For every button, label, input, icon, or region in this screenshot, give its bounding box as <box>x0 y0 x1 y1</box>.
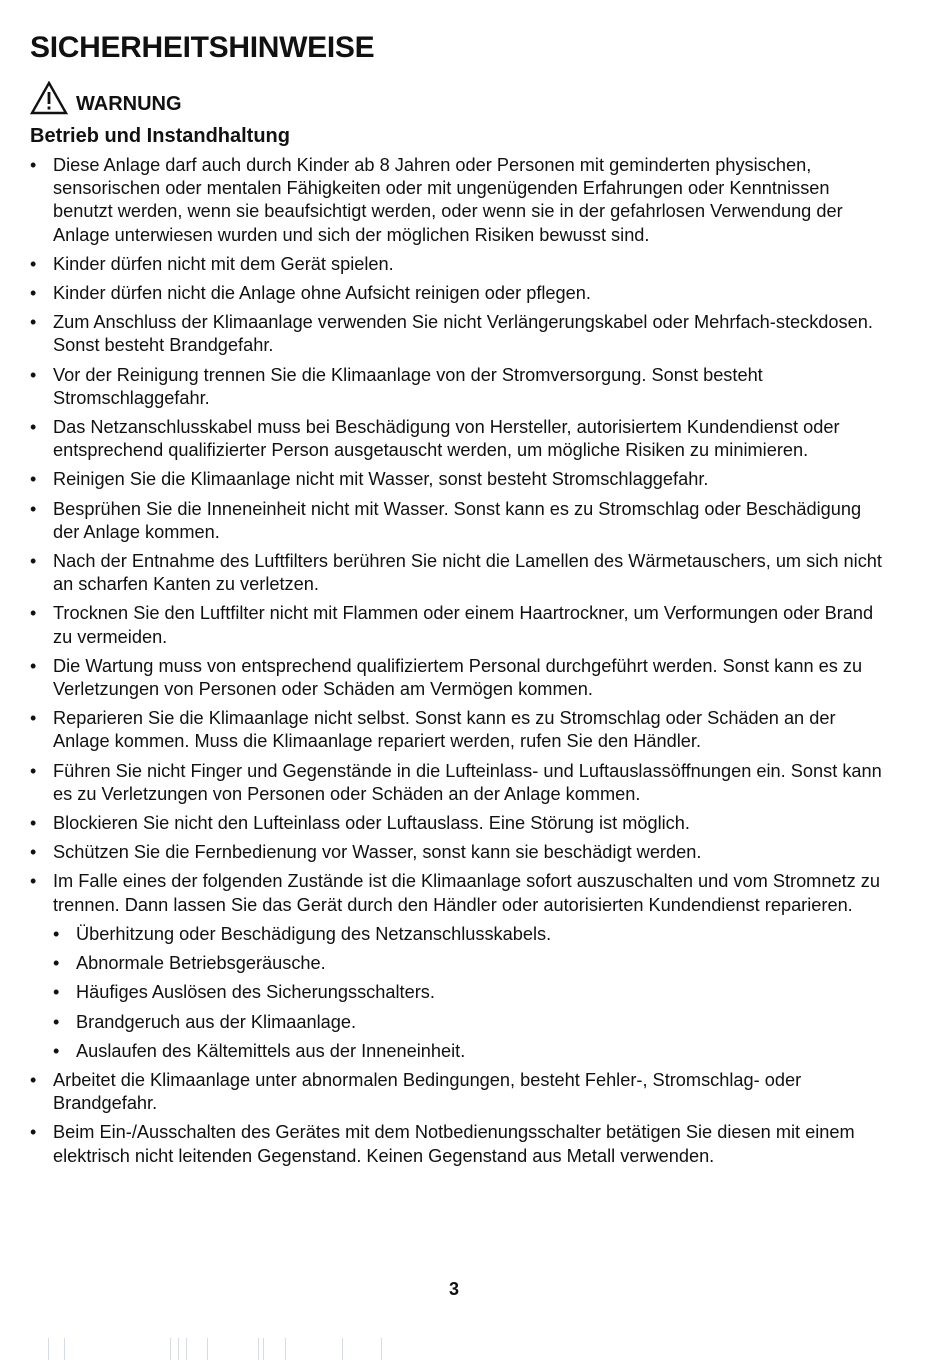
list-item: • Nach der Entnahme des Luftfilters berühren Sie nicht die Lamellen des Wärmetauschers, um sich nicht an scharfen Kanten zu verletzen. <box>30 550 890 596</box>
list-item: • Die Wartung muss von entsprechend qualifiziertem Personal durchgeführt werden. Sonst kann es zu Verletzungen von Personen oder Schäden am Vermögen kommen. <box>30 655 890 701</box>
warning-header <box>30 78 890 118</box>
warning-triangle-icon <box>30 81 68 115</box>
list-item: • Kinder dürfen nicht mit dem Gerät spielen. <box>30 253 890 276</box>
list-item: • Besprühen Sie die Inneneinheit nicht mit Wasser. Sonst kann es zu Stromschlag oder Beschädigung der Anlage kommen. <box>30 498 890 544</box>
list-item: • Zum Anschluss der Klimaanlage verwenden Sie nicht Verlängerungskabel oder Mehrfach-steckdosen. Sonst besteht Brandgefahr. <box>30 311 890 357</box>
sub-list-item: • Brandgeruch aus der Klimaanlage. <box>53 1011 890 1034</box>
list-item: • Reparieren Sie die Klimaanlage nicht selbst. Sonst kann es zu Stromschlag oder Schäden an der Anlage kommen. Muss die Klimaanlage repariert werden, rufen Sie den Händler. <box>30 707 890 753</box>
list-item: • Schützen Sie die Fernbedienung vor Wasser, sonst kann sie beschädigt werden. <box>30 841 890 864</box>
list-item: • Das Netzanschlusskabel muss bei Beschädigung von Hersteller, autorisiertem Kundendienst oder entsprechend qualifizierter Person ausgetauscht werden, um mögliche Risiken zu minimieren. <box>30 416 890 462</box>
scan-artifact-marks <box>0 1338 950 1363</box>
section-heading: Betrieb und Instandhaltung <box>30 125 290 147</box>
list-item-with-sublist <box>30 870 890 1062</box>
condition-sublist <box>53 923 890 1063</box>
list-item: • Führen Sie nicht Finger und Gegenstände in die Lufteinlass- und Luftauslassöffnungen ein. Sonst kann es zu Verletzungen von Personen oder Schäden an der Anlage kommen. <box>30 760 890 806</box>
list-item-text: Im Falle eines der folgenden Zustände ist die Klimaanlage sofort auszuschalten und vom Stromnetz zu trennen. Dann lassen Sie das Gerät durch den Händler oder autorisierten Kundendienst reparieren. <box>53 871 880 915</box>
list-item: • Diese Anlage darf auch durch Kinder ab 8 Jahren oder Personen mit geminderten physischen, sensorischen oder mentalen Fähigkeiten oder mit ungenügenden Erfahrungen oder Kenntnissen benutzt werden, wenn sie beaufsichtigt werden, oder wenn sie in der gefahrlosen Verwendung der Anlage unterwiesen wurden und sich der möglichen Risiken bewusst sind. <box>30 154 890 247</box>
document-page <box>30 28 890 1174</box>
list-item: • Arbeitet die Klimaanlage unter abnormalen Bedingungen, besteht Fehler-, Stromschlag- oder Brandgefahr. <box>30 1069 890 1115</box>
list-item: • Reinigen Sie die Klimaanlage nicht mit Wasser, sonst besteht Stromschlaggefahr. <box>30 468 890 491</box>
list-item: • Blockieren Sie nicht den Lufteinlass oder Luftauslass. Eine Störung ist möglich. <box>30 812 890 835</box>
page-title: SICHERHEITSHINWEISE <box>30 31 375 64</box>
page-number: 3 <box>448 1279 459 1299</box>
list-item: • Vor der Reinigung trennen Sie die Klimaanlage von der Stromversorgung. Sonst besteht Stromschlaggefahr. <box>30 364 890 410</box>
list-item: • Beim Ein-/Ausschalten des Gerätes mit dem Notbedienungsschalter betätigen Sie diesen mit einem elektrisch nicht leitenden Gegenstand. Keinen Gegenstand aus Metall verwenden. <box>30 1121 890 1167</box>
safety-list <box>30 154 890 1168</box>
sub-list-item: • Überhitzung oder Beschädigung des Netzanschlusskabels. <box>53 923 890 946</box>
sub-list-item: • Abnormale Betriebsgeräusche. <box>53 952 890 975</box>
sub-list-item: • Auslaufen des Kältemittels aus der Inneneinheit. <box>53 1040 890 1063</box>
warning-label: WARNUNG <box>76 92 182 115</box>
list-item: • Kinder dürfen nicht die Anlage ohne Aufsicht reinigen oder pflegen. <box>30 282 890 305</box>
list-item: • Trocknen Sie den Luftfilter nicht mit Flammen oder einem Haartrockner, um Verformungen oder Brand zu vermeiden. <box>30 602 890 648</box>
sub-list-item: • Häufiges Auslösen des Sicherungsschalters. <box>53 981 890 1004</box>
